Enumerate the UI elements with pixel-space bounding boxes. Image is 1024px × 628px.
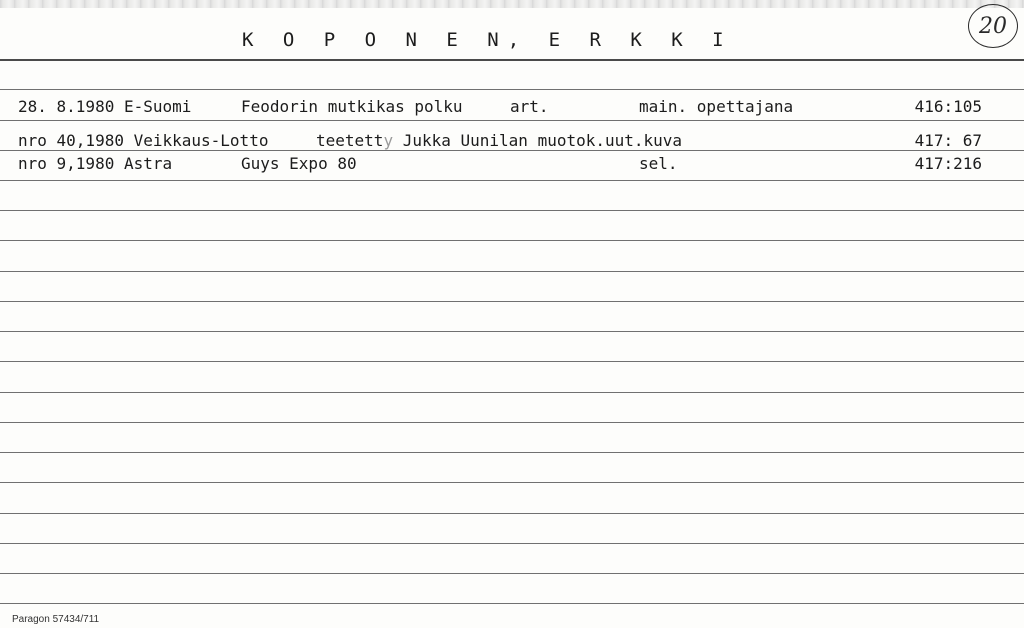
entry-row	[0, 152, 1024, 176]
ruled-line	[0, 482, 1024, 483]
ruled-line	[0, 271, 1024, 272]
entry-title	[316, 129, 682, 153]
entry-title-part: teetett	[316, 131, 384, 150]
entry-note: sel.	[639, 154, 678, 173]
ruled-line	[0, 120, 1024, 121]
entry-type: art.	[510, 97, 549, 116]
ruled-line	[0, 573, 1024, 574]
card-number-circle	[968, 4, 1018, 48]
entry-title: Feodorin mutkikas polku	[241, 97, 463, 116]
ruled-line	[0, 180, 1024, 181]
ruled-line	[0, 331, 1024, 332]
ruled-line	[0, 89, 1024, 90]
ruled-line	[0, 513, 1024, 514]
entry-source: nro 9,1980 Astra	[18, 154, 173, 173]
ruled-line	[0, 361, 1024, 362]
ruled-line	[0, 240, 1024, 241]
entry-title: Guys Expo 80	[241, 154, 357, 173]
ruled-line	[0, 301, 1024, 302]
entry-title-part: Jukka Uunilan muotok.uut.kuva	[393, 131, 683, 150]
entry-reference: 417: 67	[914, 131, 982, 150]
entry-note: main. opettajana	[639, 97, 794, 116]
entry-row	[0, 129, 1024, 153]
entry-title-faint-letter: y	[383, 131, 394, 150]
entry-row	[0, 95, 1024, 119]
card-imprint: Paragon 57434/711	[12, 614, 100, 625]
top-edge-strip	[0, 0, 1024, 8]
ruled-line	[0, 543, 1024, 544]
entry-reference: 417:216	[914, 154, 982, 173]
entry-source: 28. 8.1980 E-Suomi	[18, 97, 192, 116]
ruled-line	[0, 603, 1024, 604]
card-number: 20	[979, 13, 1007, 39]
ruled-line	[0, 422, 1024, 423]
entry-reference: 416:105	[914, 97, 982, 116]
ruled-line	[0, 452, 1024, 453]
card-heading-name: K O P O N E N, E R K K I	[242, 29, 733, 51]
entry-source: nro 40,1980 Veikkaus-Lotto	[18, 131, 269, 150]
ruled-line	[0, 210, 1024, 211]
header-rule	[0, 59, 1024, 61]
ruled-line	[0, 392, 1024, 393]
